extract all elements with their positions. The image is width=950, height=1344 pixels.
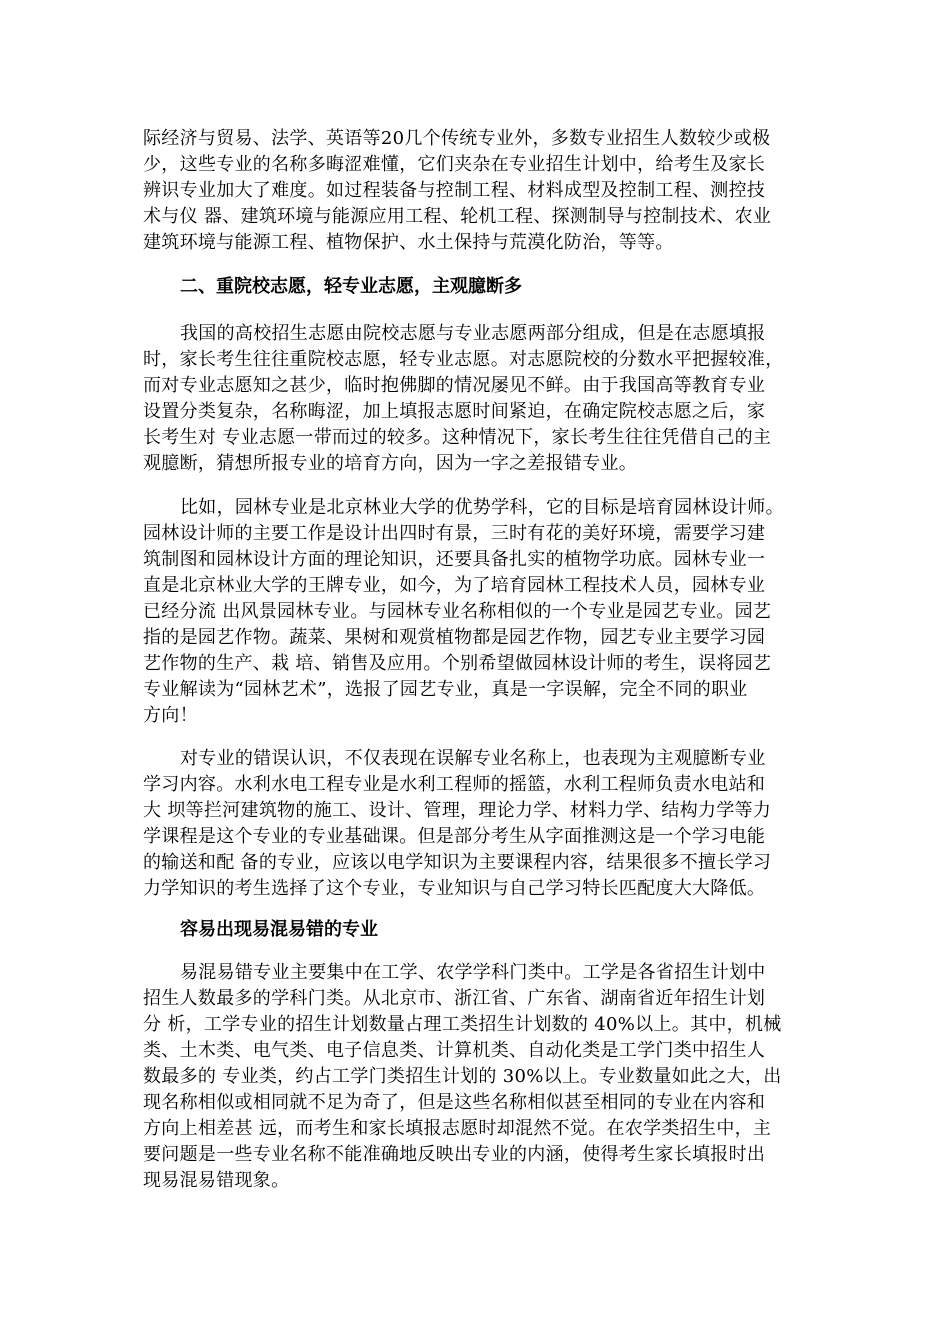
paragraph-4-line-5: 的输送和配 备的专业，应该以电学知识为主要课程内容，结果很多不擅长学习 — [143, 852, 772, 873]
paragraph-5-line-6: 现名称相似或相同就不足为奇了，但是这些名称相似甚至相同的专业在内容和 — [143, 1092, 766, 1113]
paragraph-1-line-1: 际经济与贸易、法学、英语等20几个传统专业外，多数专业招生人数较少或极 — [143, 128, 771, 149]
paragraph-3-line-4: 直是北京林业大学的王牌专业，如今，为了培育园林工程技术人员，园林专业 — [143, 575, 766, 596]
paragraph-5-line-3: 分 析，工学专业的招生计划数量占理工类招生计划数的 40%以上。其中，机械 — [143, 1014, 782, 1035]
paragraph-2-line-2: 时，家长考生往往重院校志愿，轻专业志愿。对志愿院校的分数水平把握较准， — [143, 349, 784, 370]
paragraph-2-line-5: 长考生对 专业志愿一带而过的较多。这种情况下，家长考生往往凭借自己的主 — [143, 427, 772, 448]
paragraph-2-line-1: 我国的高校招生志愿由院校志愿与专业志愿两部分组成，但是在志愿填报 — [180, 323, 766, 344]
paragraph-3-line-3: 筑制图和园林设计方面的理论知识，还要具备扎实的植物学功底。园林专业一 — [143, 549, 766, 570]
paragraph-1-line-4: 术与仪 器、建筑环境与能源应用工程、轮机工程、探测制导与控制技术、农业 — [143, 206, 772, 227]
paragraph-5-line-7: 方向上相差甚 远，而考生和家长填报志愿时却混然不觉。在农学类招生中，主 — [143, 1118, 772, 1139]
paragraph-3-line-6: 指的是园艺作物。蔬菜、果树和观赏植物都是园艺作物，园艺专业主要学习园 — [143, 627, 766, 648]
paragraph-5-line-8: 要问题是一些专业名称不能准确地反映出专业的内涵，使得考生家长填报时出 — [143, 1144, 766, 1165]
section-heading-2: 容易出现易混易错的专业 — [180, 919, 378, 940]
paragraph-4-line-3: 大 坝等拦河建筑物的施工、设计、管理，理论力学、材料力学、结构力学等力 — [143, 800, 772, 821]
paragraph-3-line-1: 比如，园林专业是北京林业大学的优势学科，它的目标是培育园林设计师。 — [180, 497, 784, 518]
section-heading-1: 二、重院校志愿，轻专业志愿，主观臆断多 — [180, 276, 522, 297]
paragraph-1-line-5: 建筑环境与能源工程、植物保护、水土保持与荒漠化防治，等等。 — [143, 232, 674, 253]
paragraph-1-line-3: 辨识专业加大了难度。如过程装备与控制工程、材料成型及控制工程、测控技 — [143, 180, 766, 201]
paragraph-3-line-8: 专业解读为“园林艺术”，选报了园艺专业，真是一字误解，完全不同的职业 — [143, 679, 748, 700]
paragraph-5-line-4: 类、土木类、电气类、电子信息类、计算机类、自动化类是工学门类中招生人 — [143, 1040, 766, 1061]
paragraph-3-line-5: 已经分流 出风景园林专业。与园林专业名称相似的一个专业是园艺专业。园艺 — [143, 601, 772, 622]
paragraph-5-line-9: 现易混易错现象。 — [143, 1170, 290, 1191]
paragraph-2-line-3: 而对专业志愿知之甚少，临时抱佛脚的情况屡见不鲜。由于我国高等教育专业 — [143, 375, 766, 396]
paragraph-3-line-2: 园林设计师的主要工作是设计出四时有景，三时有花的美好环境，需要学习建 — [143, 523, 766, 544]
paragraph-4-line-6: 力学知识的考生选择了这个专业，专业知识与自己学习特长匹配度大大降低。 — [143, 878, 766, 899]
paragraph-2-line-6: 观臆断，猜想所报专业的培育方向，因为一字之差报错专业。 — [143, 453, 638, 474]
paragraph-3-line-7: 艺作物的生产、栽 培、销售及应用。个别希望做园林设计师的考生，误将园艺 — [143, 653, 772, 674]
paragraph-2-line-4: 设置分类复杂，名称晦涩，加上填报志愿时间紧迫，在确定院校志愿之后，家 — [143, 401, 766, 422]
paragraph-5-line-1: 易混易错专业主要集中在工学、农学学科门类中。工学是各省招生计划中 — [180, 962, 766, 983]
paragraph-5-line-2: 招生人数最多的学科门类。从北京市、浙江省、广东省、湖南省近年招生计划 — [143, 988, 766, 1009]
paragraph-5-line-5: 数最多的 专业类，约占工学门类招生计划的 30%以上。专业数量如此之大，出 — [143, 1066, 782, 1087]
paragraph-4-line-2: 学习内容。水利水电工程专业是水利工程师的摇篮，水利工程师负责水电站和 — [143, 774, 766, 795]
paragraph-3-line-9: 方向！ — [143, 705, 198, 726]
paragraph-1-line-2: 少，这些专业的名称多晦涩难懂，它们夹杂在专业招生计划中，给考生及家长 — [143, 154, 766, 175]
paragraph-4-line-1: 对专业的错误认识，不仅表现在误解专业名称上，也表现为主观臆断专业 — [180, 748, 766, 769]
paragraph-4-line-4: 学课程是这个专业的专业基础课。但是部分考生从字面推测这是一个学习电能 — [143, 826, 766, 847]
